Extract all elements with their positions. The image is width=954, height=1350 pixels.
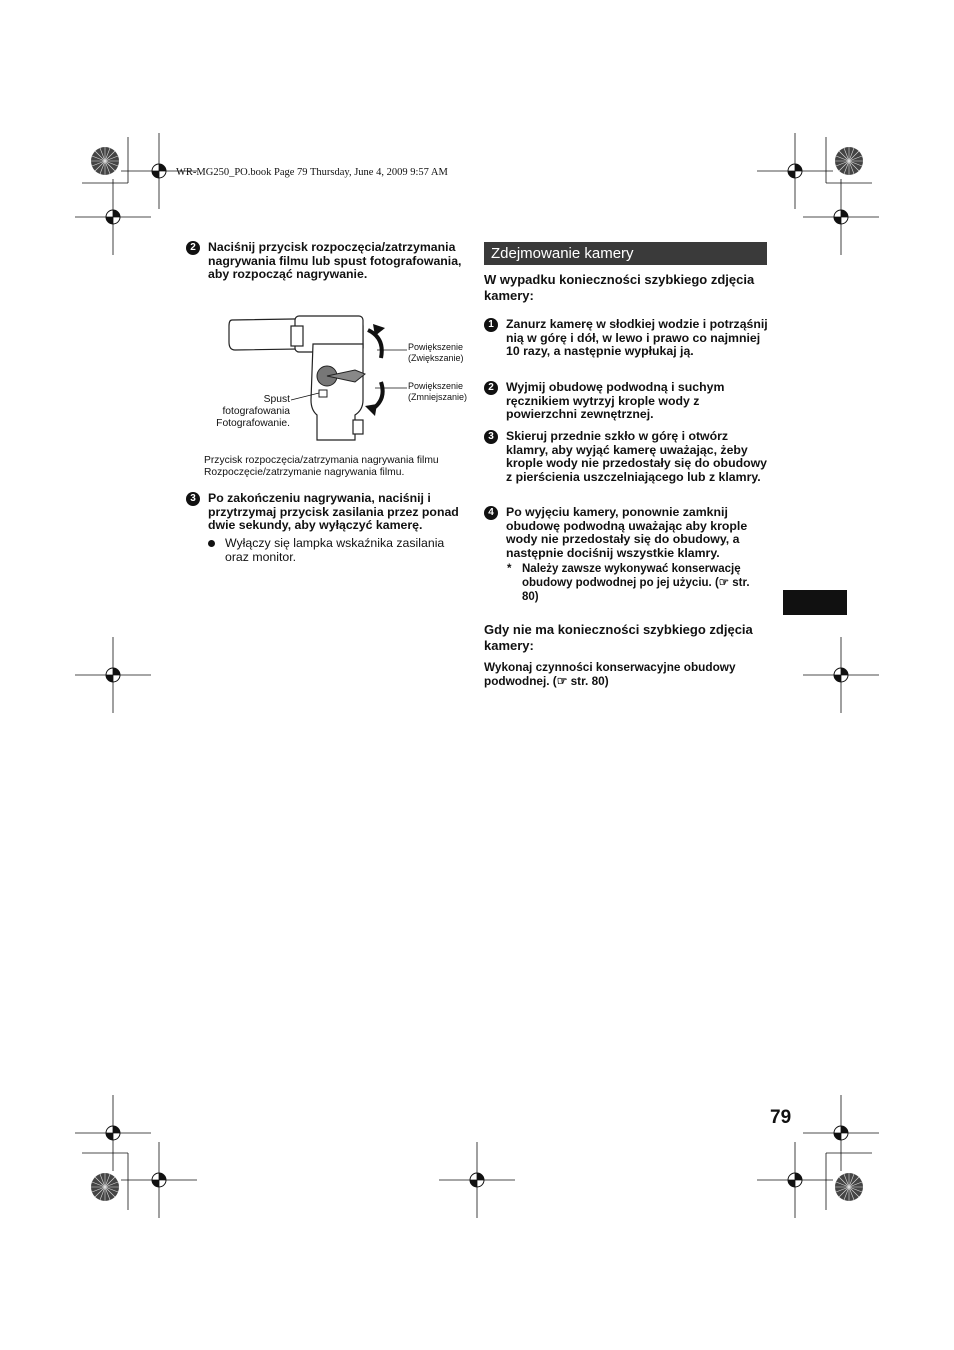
step-1-right: [484, 318, 769, 359]
starburst-mark: [835, 1173, 863, 1201]
note: * Należy zawsze wykonywać konserwację obudowy podwodnej po jej użyciu. (☞ str. 80): [507, 563, 750, 603]
step-number: 4: [484, 506, 498, 520]
step-number: 1: [484, 318, 498, 332]
registration-mark: [803, 637, 879, 713]
registration-mark: [757, 1142, 833, 1218]
housing-button: [353, 420, 363, 434]
maintenance-text: Wykonaj czynności konserwacyjne obudowy podwodnej. (☞ str. 80): [484, 660, 736, 688]
registration-mark: [75, 637, 151, 713]
section-title: Zdejmowanie kamery: [484, 242, 767, 265]
registration-mark: [121, 1142, 197, 1218]
step-number: 3: [484, 430, 498, 444]
step-3-left: [186, 492, 476, 533]
label-zoom-out: Powiększenie (Zmniejszanie): [408, 381, 468, 402]
section-tab: [783, 590, 847, 615]
step-2-right: [484, 381, 769, 422]
step-text: Skieruj przednie szkło w górę i otwórz klamry, aby wyjąć kamerę uważając, żeby krople wody nie przedostały się do obudowy z pierścienia uszczelniającego lub z klamry.: [506, 429, 768, 484]
registration-mark: [439, 1142, 515, 1218]
registration-mark: [757, 133, 833, 209]
bullet-item: Wyłączy się lampka wskaźnika zasilania oraz monitor.: [208, 536, 468, 564]
shutter-button: [319, 390, 327, 397]
starburst-mark: [91, 1173, 119, 1201]
step-4-right: [484, 506, 769, 560]
registration-mark: [803, 179, 879, 255]
step-number: 2: [186, 241, 200, 255]
step-number: 2: [484, 381, 498, 395]
registration-mark: [75, 179, 151, 255]
bullet-dot: [208, 540, 215, 547]
note-mark: *: [507, 563, 512, 575]
figure-caption: Przycisk rozpoczęcia/zatrzymania nagrywania filmu Rozpoczęcie/zatrzymanie nagrywania filmu.: [204, 455, 439, 478]
subheading-quick: W wypadku konieczności szybkiego zdjęcia kamery:: [484, 272, 755, 303]
label-zoom-in: Powiększenie (Zwiększanie): [408, 342, 464, 363]
subheading-not-quick: Gdy nie ma konieczności szybkiego zdjęcia kamery:: [484, 622, 753, 653]
page-number: 79: [770, 1107, 792, 1128]
step-text: Po wyjęciu kamery, ponownie zamknij obudowę podwodną uważając aby krople wody nie przedostały się do obudowy, a następnie dociśnij wszystkie klamry.: [506, 505, 748, 560]
arrow-head-icon: [373, 324, 385, 336]
step-text: Zanurz kamerę w słodkiej wodzie i potrząśnij nią w górę i dół, w lewo i prawo co najmniej 10 razy, a następnie wypłukaj ją.: [506, 317, 768, 359]
step-text: Naciśnij przycisk rozpoczęcia/zatrzymania nagrywania filmu lub spust fotografowania, aby rozpocząć nagrywanie.: [208, 240, 462, 282]
step-number: 3: [186, 492, 200, 506]
housing-latch: [291, 326, 303, 346]
starburst-mark: [835, 147, 863, 175]
file-header: WR-MG250_PO.book Page 79 Thursday, June 4, 2009 9:57 AM: [176, 167, 448, 178]
step-text: Po zakończeniu nagrywania, naciśnij i przytrzymaj przycisk zasilania przez ponad dwie sekundy, aby wyłączyć kamerę.: [208, 491, 459, 533]
arrow-head-icon: [365, 404, 377, 416]
registration-mark: [803, 1095, 879, 1171]
step-text: Wyjmij obudowę podwodną i suchym ręcznikiem wytrzyj krople wody z powierzchni zewnętrznej.: [506, 380, 725, 422]
label-shutter: Spust fotografowania Fotografowanie.: [216, 394, 290, 429]
step-3-right: [484, 430, 769, 484]
step-2-left: [186, 241, 476, 282]
registration-mark: [75, 1095, 151, 1171]
starburst-mark: [91, 147, 119, 175]
